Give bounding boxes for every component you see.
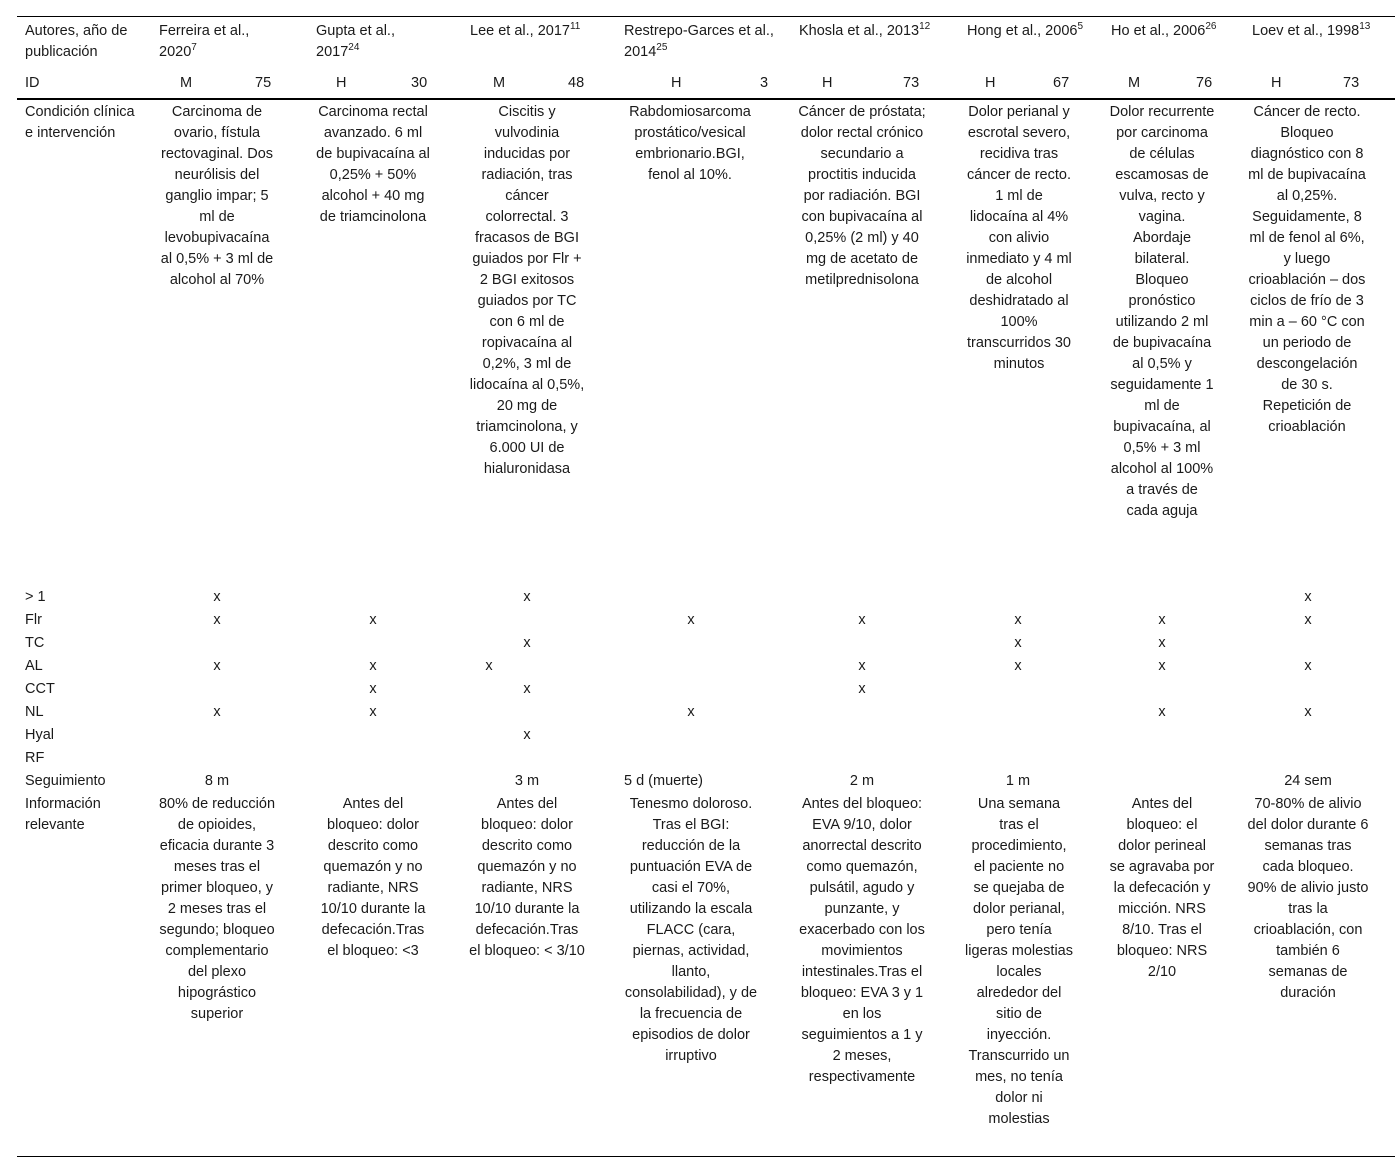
gt1-loev: x — [1304, 589, 1312, 605]
tc-hong: x — [1014, 635, 1022, 651]
al-ho: x — [1158, 658, 1166, 674]
author-ferreira: Ferreira et al., 2020$^7$ — [159, 23, 250, 60]
followup-ferreira: 8 m — [204, 773, 230, 789]
reference-superscript: 13 — [1359, 21, 1371, 32]
info-loev: 70-80% de alivio del dolor durante 6 semanas tras cada bloqueo. 90% de alivio justo tras la crioablación, con también 6 semanas de duración — [1247, 796, 1369, 1001]
reference-superscript: 12 — [919, 21, 931, 32]
nl-gupta: x — [369, 704, 377, 720]
author-lee: Lee et al., 2017$^{11}$ — [470, 21, 581, 39]
al-hong: x — [1014, 658, 1022, 674]
row-label-id: ID — [25, 75, 40, 91]
condition-restrepo-garces: Rabdomiosarcoma prostático/vesical embrionario.BGI, fenol al 10%. — [629, 104, 751, 183]
flr-restrepo-garces: x — [687, 612, 695, 628]
row-label-info: Información relevante — [25, 796, 101, 833]
cct-gupta: x — [369, 681, 377, 697]
al-gupta: x — [369, 658, 377, 674]
row-label-al: AL — [25, 658, 43, 674]
hyal-lee: x — [523, 727, 531, 743]
followup-loev: 24 sem — [1284, 773, 1332, 789]
gt1-lee: x — [523, 589, 531, 605]
reference-superscript: 7 — [191, 42, 197, 53]
author-gupta: Gupta et al., 2017$^{24}$ — [316, 23, 395, 60]
row-label-gt1: > 1 — [25, 589, 46, 605]
tc-ho: x — [1158, 635, 1166, 651]
age-khosla: 73 — [903, 75, 920, 91]
table-bottom-rule — [17, 1156, 1395, 1157]
al-lee: x — [485, 658, 493, 674]
row-label-condition: Condición clínica e intervención — [25, 104, 135, 141]
author-khosla: Khosla et al., 2013$^{12}$ — [799, 21, 931, 39]
age-ferreira: 75 — [255, 75, 272, 91]
author-ho: Ho et al., 2006$^{26}$ — [1111, 21, 1217, 39]
row-label-tc: TC — [25, 635, 45, 651]
nl-ho: x — [1158, 704, 1166, 720]
info-khosla: Antes del bloqueo: EVA 9/10, dolor anorrectal descrito como quemazón, pulsátil, agudo y punzante, y exacerbado con los movimientos intestinales.Tras el bloqueo: EVA 3 y 1 en los seguimientos a 1 y 2 meses, respectivamente — [799, 796, 925, 1085]
flr-ferreira: x — [213, 612, 221, 628]
al-khosla: x — [858, 658, 866, 674]
author-loev: Loev et al., 1998$^{13}$ — [1252, 21, 1371, 39]
age-hong: 67 — [1053, 75, 1070, 91]
al-loev: x — [1304, 658, 1312, 674]
row-label-rf: RF — [25, 750, 45, 766]
age-restrepo-garces: 3 — [760, 75, 769, 91]
row-label-authors: Autores, año de publicación — [25, 23, 128, 60]
row-label-hyal: Hyal — [25, 727, 55, 743]
cct-lee: x — [523, 681, 531, 697]
tc-lee: x — [523, 635, 531, 651]
nl-restrepo-garces: x — [687, 704, 695, 720]
sex-ho: M — [1128, 75, 1141, 91]
row-label-nl: NL — [25, 704, 44, 720]
info-ferreira: 80% de reducción de opioides, eficacia durante 3 meses tras el primer bloqueo, y 2 meses tras el segundo; bloqueo complementario del plexo hipográstico superior — [158, 796, 276, 1022]
author-hong: Hong et al., 2006$^5$ — [967, 21, 1084, 39]
gt1-ferreira: x — [213, 589, 221, 605]
reference-superscript: 11 — [569, 21, 581, 32]
reference-superscript: 25 — [656, 42, 668, 53]
condition-ferreira: Carcinoma de ovario, fístula rectovaginal. Dos neurólisis del ganglio impar; 5 ml de levobupivacaína al 0,5% + 3 ml de alcohol al 70% — [160, 104, 274, 288]
followup-hong: 1 m — [1005, 773, 1031, 789]
al-ferreira: x — [213, 658, 221, 674]
flr-hong: x — [1014, 612, 1022, 628]
info-hong: Una semana tras el procedimiento, el paciente no se quejaba de dolor perianal, pero tenía ligeras molestias locales alrededor del sitio de inyección. Transcurrido un mes, no tenía dolor ni molestias — [965, 796, 1073, 1127]
cct-khosla: x — [858, 681, 866, 697]
reference-superscript: 26 — [1205, 21, 1217, 32]
info-restrepo-garces: Tenesmo doloroso. Tras el BGI: reducción de la puntuación EVA de casi el 70%, utilizando la escala FLACC (cara, piernas, actividad, llanto, consolabilidad), y de la frecuencia de episodios de dolor irruptivo — [624, 796, 758, 1064]
row-label-followup: Seguimiento — [25, 773, 106, 789]
condition-hong: Dolor perianal y escrotal severo, recidiva tras cáncer de recto. 1 ml de lidocaína al 4% con alivio inmediato y 4 ml de alcohol deshidratado al 100% transcurridos 30 minutos — [966, 104, 1072, 372]
age-ho: 76 — [1196, 75, 1213, 91]
condition-loev: Cáncer de recto. Bloqueo diagnóstico con 8 ml de bupivacaína al 0,25%. Seguidamente, 8 ml de fenol al 6%, y luego crioablación – dos ciclos de frío de 3 min a – 60 °C con un periodo de descongelación de 30 s. Repetición de crioablación — [1248, 104, 1366, 435]
condition-ho: Dolor recurrente por carcinoma de células escamosas de vulva, recto y vagina. Abordaje bilateral. Bloqueo pronóstico utilizando 2 ml de bupivacaína al 0,5% y seguidamente 1 ml de bupivacaína, al 0,5% + 3 ml alcohol al 100% a través de cada aguja — [1109, 104, 1215, 519]
sex-hong: H — [985, 75, 996, 91]
header-bottom-rule — [17, 98, 1395, 100]
sex-gupta: H — [336, 75, 347, 91]
row-label-cct: CCT — [25, 681, 55, 697]
followup-lee: 3 m — [514, 773, 540, 789]
sex-khosla: H — [822, 75, 833, 91]
condition-gupta: Carcinoma rectal avanzado. 6 ml de bupivacaína al 0,25% + 50% alcohol + 40 mg de triamcinolona — [316, 104, 430, 225]
sex-ferreira: M — [180, 75, 193, 91]
age-gupta: 30 — [411, 75, 428, 91]
row-label-flr: Flr — [25, 612, 42, 628]
sex-loev: H — [1271, 75, 1282, 91]
info-gupta: Antes del bloqueo: dolor descrito como quemazón y no radiante, NRS 10/10 durante la defecación.Tras el bloqueo: <3 — [320, 796, 426, 959]
info-lee: Antes del bloqueo: dolor descrito como quemazón y no radiante, NRS 10/10 durante la defecación.Tras el bloqueo: < 3/10 — [469, 796, 585, 959]
flr-ho: x — [1158, 612, 1166, 628]
table-top-rule — [17, 16, 1395, 17]
age-lee: 48 — [568, 75, 585, 91]
age-loev: 73 — [1343, 75, 1360, 91]
followup-restrepo-garces: 5 d (muerte) — [624, 773, 703, 789]
nl-ferreira: x — [213, 704, 221, 720]
condition-khosla: Cáncer de próstata; dolor rectal crónico secundario a proctitis inducida por radiación. BGI con bupivacaína al 0,25% (2 ml) y 40 mg de acetato de metilprednisolona — [798, 104, 926, 288]
nl-loev: x — [1304, 704, 1312, 720]
sex-lee: M — [493, 75, 506, 91]
followup-khosla: 2 m — [849, 773, 875, 789]
reference-superscript: 5 — [1077, 21, 1084, 32]
author-restrepo-garces: Restrepo-Garces et al., 2014$^{25}$ — [624, 23, 774, 60]
sex-restrepo-garces: H — [671, 75, 682, 91]
reference-superscript: 24 — [348, 42, 360, 53]
flr-loev: x — [1304, 612, 1312, 628]
condition-lee: Ciscitis y vulvodinia inducidas por radiación, tras cáncer colorrectal. 3 fracasos de BGI guiados por Flr + 2 BGI exitosos guiados por TC con 6 ml de ropivacaína al 0,2%, 3 ml de lidocaína al 0,5%, 20 mg de triamcinolona, y 6.000 UI de hialuronidasa — [469, 104, 585, 477]
flr-khosla: x — [858, 612, 866, 628]
flr-gupta: x — [369, 612, 377, 628]
info-ho: Antes del bloqueo: el dolor perineal se agravaba por la defecación y micción. NRS 8/10. Tras el bloqueo: NRS 2/10 — [1109, 796, 1215, 980]
